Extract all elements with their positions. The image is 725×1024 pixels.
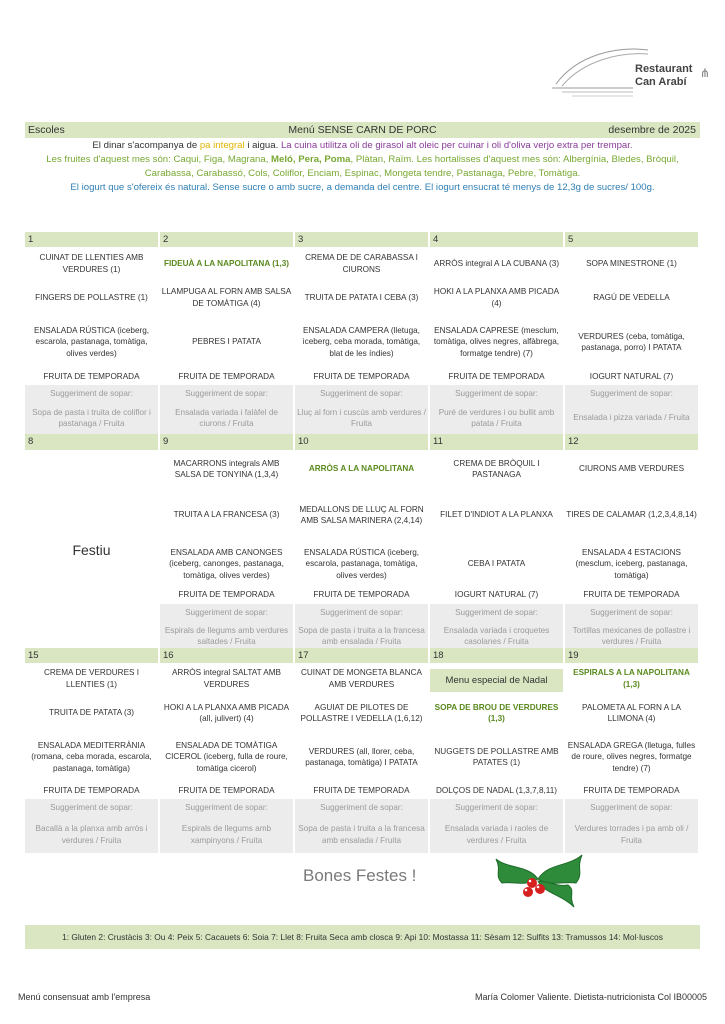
dessert: FRUITA DE TEMPORADA bbox=[313, 590, 410, 600]
side-dish: NUGGETS DE POLLASTRE AMB PATATES (1) bbox=[434, 746, 559, 767]
dessert: FRUITA DE TEMPORADA bbox=[178, 785, 275, 795]
dinner-suggestion: Sopa de pasta i truita a la francesa amb ensalada / Fruita bbox=[295, 816, 428, 853]
second-course: AGUIAT DE PILOTES DE POLLASTRE I VEDELLA (1,6,12) bbox=[300, 702, 423, 723]
day-number: 11 bbox=[430, 434, 563, 450]
side-dish: VERDURES (all, llorer, ceba, pastanaga, tomàtiga) I PATATA bbox=[305, 746, 418, 767]
dinner-suggestion: Bacallà a la planxa amb arròs i verdures / Fruita bbox=[25, 816, 158, 853]
intro-text: i aigua. bbox=[244, 140, 281, 151]
intro-line-2 bbox=[25, 153, 700, 167]
side-dish: ENSALADA MEDITERRÀNIA (romana, ceba morada, escarola, pastanaga, tomàtiga) bbox=[31, 740, 152, 773]
holiday-label: Festiu bbox=[72, 541, 111, 558]
side-dish: CEBA I PATATA bbox=[467, 559, 526, 569]
second-course: MEDALLONS DE LLUÇ AL FORN AMB SALSA MARINERA (2,4,14) bbox=[299, 504, 424, 525]
first-course: CIURONS AMB VERDURES bbox=[578, 464, 685, 474]
dinner-suggestion: Ensalada variada i falàfel de ciurons / Fruita bbox=[160, 402, 293, 434]
intro-line-4: El iogurt que s'ofereix és natural. Sense sucre o amb sucre, a demanda del centre. El iogurt ensucrat té menys de 12,3g de sucres/ 100g. bbox=[70, 182, 655, 193]
dessert: FRUITA DE TEMPORADA bbox=[43, 372, 140, 382]
first-course: ARRÒS integral SALTAT AMB VERDURES bbox=[171, 668, 282, 689]
menu-title: Menú SENSE CARN DE PORC bbox=[288, 124, 437, 136]
second-course: TIRES DE CALAMAR (1,2,3,4,8,14) bbox=[566, 510, 697, 520]
dinner-suggestion-label: Suggeriment de sopar: bbox=[430, 799, 563, 816]
second-course: RAGÚ DE VEDELLA bbox=[593, 292, 670, 302]
dinner-suggestion-label: Suggeriment de sopar: bbox=[295, 604, 428, 621]
side-dish: PEBRES I PATATA bbox=[192, 337, 261, 347]
dessert: FRUITA DE TEMPORADA bbox=[583, 590, 680, 600]
dinner-suggestion-label: Suggeriment de sopar: bbox=[295, 385, 428, 402]
dinner-suggestion: Lluç al forn i cuscús amb verdures / Fruita bbox=[295, 402, 428, 434]
second-course: TRUITA DE PATATA I CEBA (3) bbox=[304, 292, 419, 302]
first-course: FIDEUÀ A LA NAPOLITANA (1,3) bbox=[163, 258, 290, 268]
first-course: SOPA MINESTRONE (1) bbox=[586, 258, 677, 268]
day-number: 5 bbox=[565, 232, 698, 247]
day-number: 12 bbox=[565, 434, 698, 450]
logo-line-1: Restaurant bbox=[635, 63, 693, 75]
allergen-legend: 1: Gluten 2: Crustàcis 3: Ou 4: Peix 5: Cacauets 6: Soia 7: Llet 8: Fruita Seca amb closca 9: Api 10: Mostassa 11: Sèsam 12: Sulfits 13: Tramussos 14: Mol·luscos bbox=[25, 925, 700, 949]
second-course: HOKI A LA PLANXA AMB PICADA (4) bbox=[433, 287, 560, 308]
side-dish: ENSALADA RÚSTICA (iceberg, escarola, pastanaga, tomàtiga, olives verdes) bbox=[303, 547, 420, 580]
second-course: TRUITA A LA FRANCESA (3) bbox=[173, 510, 280, 520]
dessert: FRUITA DE TEMPORADA bbox=[43, 785, 140, 795]
dessert: IOGURT NATURAL (7) bbox=[589, 372, 674, 382]
second-course: FINGERS DE POLLASTRE (1) bbox=[35, 292, 148, 302]
dinner-suggestion-label: Suggeriment de sopar: bbox=[160, 799, 293, 816]
dessert: FRUITA DE TEMPORADA bbox=[583, 785, 680, 795]
second-course: LLAMPUGA AL FORN AMB SALSA DE TOMÀTIGA (4) bbox=[161, 287, 292, 308]
day-number: 9 bbox=[160, 434, 293, 450]
dinner-suggestion-label: Suggeriment de sopar: bbox=[565, 385, 698, 402]
dinner-suggestion-label: Suggeriment de sopar: bbox=[565, 604, 698, 621]
dinner-suggestion: Ensalada i pizza variada / Fruita bbox=[565, 402, 698, 434]
season-greeting: Bones Festes ! bbox=[303, 866, 417, 885]
dinner-suggestion: Verdures torrades i pa amb oli / Fruita bbox=[565, 816, 698, 853]
intro-text: El dinar s'acompanya de bbox=[92, 140, 200, 151]
dinner-suggestion-label: Suggeriment de sopar: bbox=[25, 799, 158, 816]
intro-oil: La cuina utilitza oli de girasol alt oleic per cuinar i oli d'oliva verjo extra per trempar. bbox=[280, 140, 633, 151]
dessert: FRUITA DE TEMPORADA bbox=[178, 590, 275, 600]
intro-bread: pa integral bbox=[199, 140, 245, 151]
side-dish: ENSALADA RÚSTICA (iceberg, escarola, pastanaga, tomàtiga, olives verdes) bbox=[33, 325, 150, 358]
dinner-suggestion: Tortillas mexicanes de pollastre i verdures / Fruita bbox=[565, 621, 698, 651]
day-number: 4 bbox=[430, 232, 563, 247]
day-number: 15 bbox=[25, 648, 158, 663]
side-dish: ENSALADA CAMPERA (lletuga, iceberg, ceba morada, tomàtiga, blat de les índies) bbox=[302, 325, 421, 358]
day-number: 1 bbox=[25, 232, 158, 247]
dinner-suggestion: Sopa de pasta i truita de coliflor i pastanaga / Fruita bbox=[25, 402, 158, 434]
intro-notes bbox=[25, 139, 700, 195]
first-course: CREMA DE VERDURES I LLENTIES (1) bbox=[43, 668, 140, 689]
menu-month: desembre de 2025 bbox=[608, 124, 696, 136]
footer-right: María Colomer Valiente. Dietista-nutricionista Col IB00005 bbox=[475, 992, 707, 1002]
side-dish: ENSALADA DE TOMÀTIGA CICEROL (iceberg, fulla de roure, tomàtiga cicerol) bbox=[165, 740, 288, 773]
dinner-suggestion-label: Suggeriment de sopar: bbox=[25, 385, 158, 402]
first-course: ARRÒS integral A LA CUBANA (3) bbox=[433, 258, 560, 268]
day-number: 18 bbox=[430, 648, 563, 663]
first-course: CUINAT DE LLENTIES AMB VERDURES (1) bbox=[39, 253, 144, 274]
dinner-suggestion: Puré de verdures i ou bullit amb patata / Fruita bbox=[430, 402, 563, 434]
dinner-suggestion-label: Suggeriment de sopar: bbox=[160, 604, 293, 621]
first-course: CUINAT DE MONGETA BLANCA AMB VERDURES bbox=[300, 668, 422, 689]
dessert: IOGURT NATURAL (7) bbox=[454, 590, 539, 600]
dessert: DOLÇOS DE NADAL (1,3,7,8,11) bbox=[435, 785, 558, 795]
dessert: FRUITA DE TEMPORADA bbox=[313, 785, 410, 795]
day-number: 16 bbox=[160, 648, 293, 663]
day-number: 10 bbox=[295, 434, 428, 450]
footer-left: Menú consensuat amb l'empresa bbox=[18, 992, 151, 1002]
dinner-suggestion: Espirals de llegums amb verdures saltades / Fruita bbox=[160, 621, 293, 651]
logo-text bbox=[635, 63, 692, 89]
dinner-suggestion: Sopa de pasta i truita a la francesa amb ensalada / Fruita bbox=[295, 621, 428, 651]
day-number: 19 bbox=[565, 648, 698, 663]
dinner-suggestion: Ensalada variada i raoles de verdures / Fruita bbox=[430, 816, 563, 853]
day-number: 2 bbox=[160, 232, 293, 247]
second-course: SOPA DE BROU DE VERDURES (1,3) bbox=[434, 702, 559, 723]
special-menu-label: Menu especial de Nadal bbox=[430, 669, 563, 692]
dinner-suggestion-label: Suggeriment de sopar: bbox=[565, 799, 698, 816]
dinner-suggestion-label: Suggeriment de sopar: bbox=[430, 604, 563, 621]
menu-title-bar bbox=[25, 122, 700, 138]
side-dish: VERDURES (ceba, tomàtiga, pastanaga, porro) I PATATA bbox=[578, 331, 685, 352]
day-number: 17 bbox=[295, 648, 428, 663]
dessert: FRUITA DE TEMPORADA bbox=[448, 372, 545, 382]
second-course: PALOMETA AL FORN A LA LLIMONA (4) bbox=[581, 702, 682, 723]
intro-vegetables: , Plàtan, Raïm. Les hortalisses d'aquest mes són: Albergínia, Bledes, Bròquil, bbox=[350, 154, 679, 165]
logo-line-2: Can Arabí bbox=[635, 76, 687, 88]
side-dish: ENSALADA 4 ESTACIONS (mesclum, iceberg, pastanaga, tomàtiga) bbox=[575, 547, 688, 580]
second-course: TRUITA DE PATATA (3) bbox=[48, 708, 135, 718]
dinner-suggestion: Ensalada variada i croquetes casolanes / Fruita bbox=[430, 621, 563, 651]
menu-grid bbox=[25, 232, 700, 845]
second-course: FILET D'INDIOT A LA PLANXA bbox=[440, 510, 553, 520]
first-course: MACARRONS integrals AMB SALSA DE TONYINA (1,3,4) bbox=[173, 458, 280, 479]
dinner-suggestion-label: Suggeriment de sopar: bbox=[160, 385, 293, 402]
intro-line-1 bbox=[25, 139, 700, 153]
first-course: ESPIRALS A LA NAPOLITANA (1,3) bbox=[573, 668, 690, 689]
dinner-suggestion-label: Suggeriment de sopar: bbox=[295, 799, 428, 816]
day-number: 3 bbox=[295, 232, 428, 247]
dinner-suggestion-label: Suggeriment de sopar: bbox=[430, 385, 563, 402]
side-dish: ENSALADA CAPRESE (mesclum, tomàtiga, olives negres, alfàbrega, formatge tendre) (7) bbox=[433, 325, 560, 358]
first-course: ARRÒS A LA NAPOLITANA bbox=[308, 464, 415, 474]
first-course: CREMA DE DE CARABASSA I CIURONS bbox=[305, 253, 418, 274]
cutlery-icon: ⋔ bbox=[700, 66, 711, 80]
intro-line-3: Carabassa, Carabassó, Cols, Coliflor, Enciam, Espinac, Mongeta tendre, Pastanaga, Pebre, Tomàtiga. bbox=[144, 168, 581, 179]
intro-fruits-bold: Meló, Pera, Poma bbox=[271, 154, 351, 165]
first-course: CREMA DE BRÒQUIL I PASTANAGA bbox=[453, 458, 540, 479]
dessert: FRUITA DE TEMPORADA bbox=[313, 372, 410, 382]
day-number: 8 bbox=[25, 434, 158, 450]
holly-icon bbox=[488, 845, 588, 911]
dessert: FRUITA DE TEMPORADA bbox=[178, 372, 275, 382]
intro-fruits: Les fruites d'aquest mes són: Caqui, Figa, Magrana, bbox=[46, 154, 272, 165]
side-dish: ENSALADA AMB CANONGES (iceberg, canonges, pastanaga, tomàtiga, olives verdes) bbox=[169, 547, 284, 580]
menu-audience: Escoles bbox=[28, 124, 65, 136]
second-course: HOKI A LA PLANXA AMB PICADA (all, julivert) (4) bbox=[163, 702, 290, 723]
side-dish: ENSALADA GREGA (lletuga, fulles de roure, olives negres, formatge tendre) (7) bbox=[567, 740, 696, 773]
dinner-suggestion: Espirals de llegums amb xampinyons / Fruita bbox=[160, 816, 293, 853]
